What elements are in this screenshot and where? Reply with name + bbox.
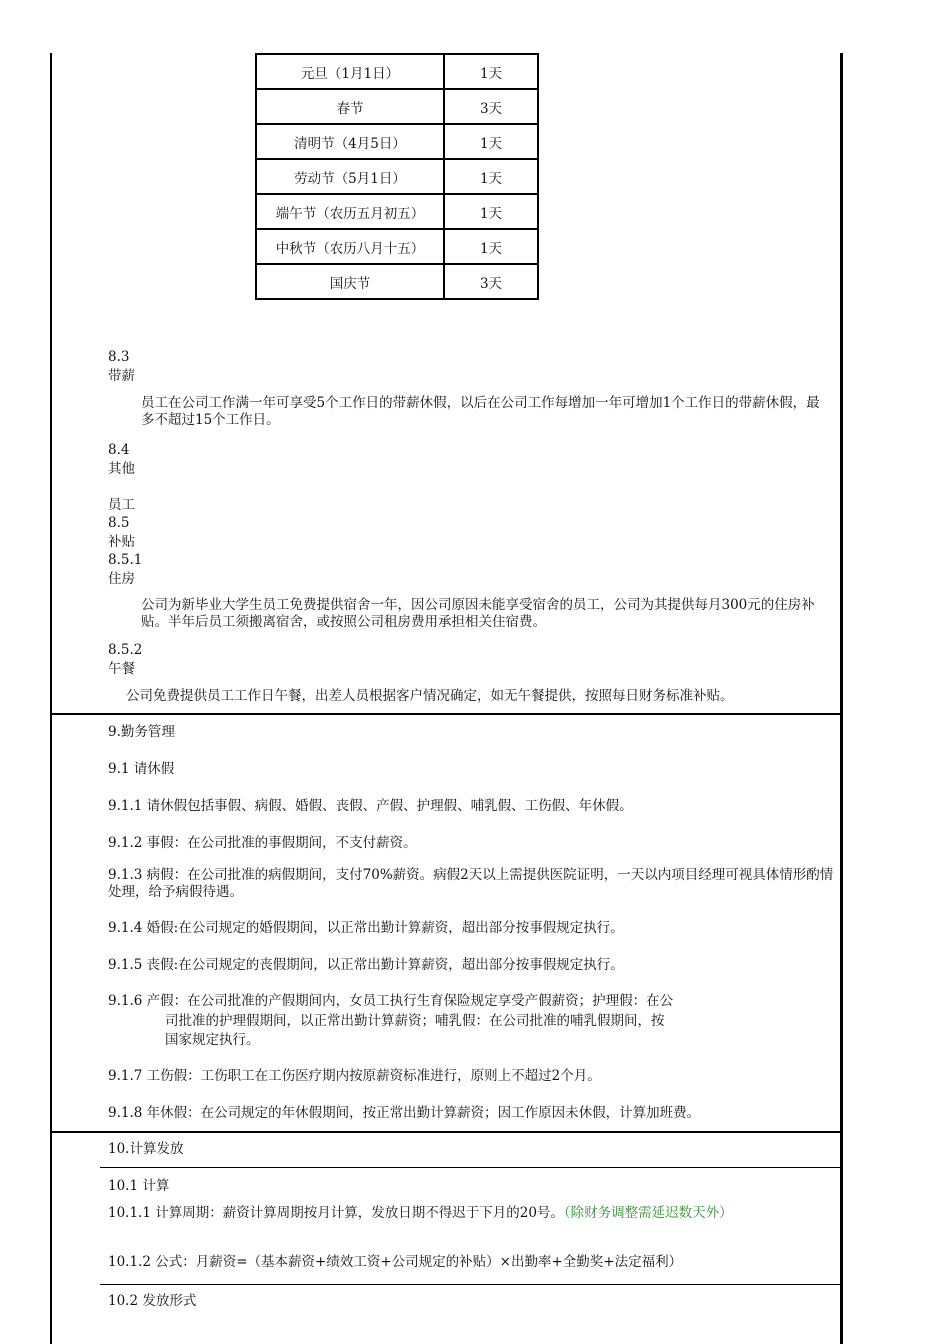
holiday-table [255, 53, 539, 300]
table-row [256, 229, 538, 264]
section-divider-10 [51, 1131, 842, 1133]
section-9-1-6-line-3: 国家规定执行。 [165, 1032, 260, 1048]
section-9-title: 9.勤务管理 [108, 724, 175, 740]
section-9-1-2: 9.1.2 事假：在公司批准的事假期间，不支付薪资。 [108, 835, 417, 851]
section-10-1-2: 10.1.2 公式：月薪资=（基本薪资+绩效工资+公司规定的补贴）×出勤率+全勤奖+法定福利） [108, 1254, 683, 1270]
holiday-name: 元旦（1月1日） [256, 54, 444, 89]
section-10-1-title: 10.1 计算 [108, 1178, 170, 1194]
section-8-5-number: 8.5 [108, 515, 130, 531]
section-9-1-3: 9.1.3 病假：在公司批准的病假期间，支付70%薪资。病假2天以上需提供医院证明，一天以内项目经理可视具体情形酌情处理，给予病假待遇。 [108, 867, 834, 900]
holiday-name: 清明节（4月5日） [256, 124, 444, 159]
holiday-days: 3天 [444, 264, 538, 299]
table-row [256, 124, 538, 159]
table-row [256, 194, 538, 229]
holiday-days: 1天 [444, 159, 538, 194]
section-8-3-body: 员工在公司工作满一年可享受5个工作日的带薪休假，以后在公司工作每增加一年可增加1个工作日的带薪休假，最多不超过15个工作日。 [141, 395, 820, 428]
section-9-1-4: 9.1.4 婚假:在公司规定的婚假期间，以正常出勤计算薪资，超出部分按事假规定执行。 [108, 920, 624, 936]
section-divider-9 [51, 713, 842, 715]
table-row [256, 159, 538, 194]
section-9-1-5: 9.1.5 丧假:在公司规定的丧假期间，以正常出勤计算薪资，超出部分按事假规定执行。 [108, 957, 624, 973]
table-row [256, 264, 538, 299]
subsection-divider-10-1 [100, 1167, 841, 1168]
section-8-4-number: 8.4 [108, 442, 130, 458]
holiday-days: 1天 [444, 229, 538, 264]
section-10-title: 10.计算发放 [108, 1141, 184, 1157]
section-9-1-1: 9.1.1 请休假包括事假、病假、婚假、丧假、产假、护理假、哺乳假、工伤假、年休假。 [108, 798, 633, 814]
section-10-2-title: 10.2 发放形式 [108, 1293, 197, 1309]
section-8-4-title: 其他 [108, 461, 135, 477]
section-8-3-number: 8.3 [108, 349, 130, 365]
table-row [256, 89, 538, 124]
holiday-name: 端午节（农历五月初五） [256, 194, 444, 229]
holiday-days: 1天 [444, 54, 538, 89]
holiday-name: 春节 [256, 89, 444, 124]
section-8-5-2-title: 午餐 [108, 661, 135, 677]
section-8-5-prefix: 员工 [108, 497, 135, 513]
section-9-1-8: 9.1.8 年休假：在公司规定的年休假期间，按正常出勤计算薪资；因工作原因未休假，计算加班费。 [108, 1105, 701, 1121]
holiday-days: 1天 [444, 194, 538, 229]
holiday-days: 3天 [444, 89, 538, 124]
holiday-days: 1天 [444, 124, 538, 159]
section-10-1-1 [108, 1205, 823, 1222]
section-8-5-1-body: 公司为新毕业大学生员工免费提供宿舍一年，因公司原因未能享受宿舍的员工，公司为其提供每月300元的住房补贴。半年后员工须搬离宿舍，或按照公司租房费用承担相关住宿费。 [141, 597, 815, 630]
section-10-1-1-note: （除财务调整需延迟数天外） [563, 1205, 733, 1221]
left-border [50, 53, 52, 1344]
section-10-1-1-text: 10.1.1 计算周期：薪资计算周期按月计算，发放日期不得迟于下月的20号。 [108, 1205, 564, 1221]
section-8-3-title: 带薪 [108, 368, 135, 384]
section-8-5-1-number: 8.5.1 [108, 552, 143, 568]
section-9-1-6-line-2: 司批准的护理假期间，以正常出勤计算薪资；哺乳假：在公司批准的哺乳假期间，按 [165, 1013, 665, 1029]
section-8-5-2-body: 公司免费提供员工工作日午餐，出差人员根据客户情况确定，如无午餐提供，按照每日财务标准补贴。 [126, 688, 734, 704]
table-row [256, 54, 538, 89]
section-8-5-2-number: 8.5.2 [108, 642, 143, 658]
holiday-name: 国庆节 [256, 264, 444, 299]
holiday-name: 中秋节（农历八月十五） [256, 229, 444, 264]
section-8-5-title: 补贴 [108, 534, 135, 550]
section-9-1-title: 9.1 请休假 [108, 761, 175, 777]
section-8-5-1-title: 住房 [108, 571, 135, 587]
holiday-name: 劳动节（5月1日） [256, 159, 444, 194]
section-9-1-6-line-1: 9.1.6 产假：在公司批准的产假期间内，女员工执行生育保险规定享受产假薪资；护理假：在公 [108, 993, 674, 1009]
section-9-1-7: 9.1.7 工伤假：工伤职工在工伤医疗期内按原薪资标准进行，原则上不超过2个月。 [108, 1068, 601, 1084]
subsection-divider-10-2 [100, 1284, 841, 1285]
